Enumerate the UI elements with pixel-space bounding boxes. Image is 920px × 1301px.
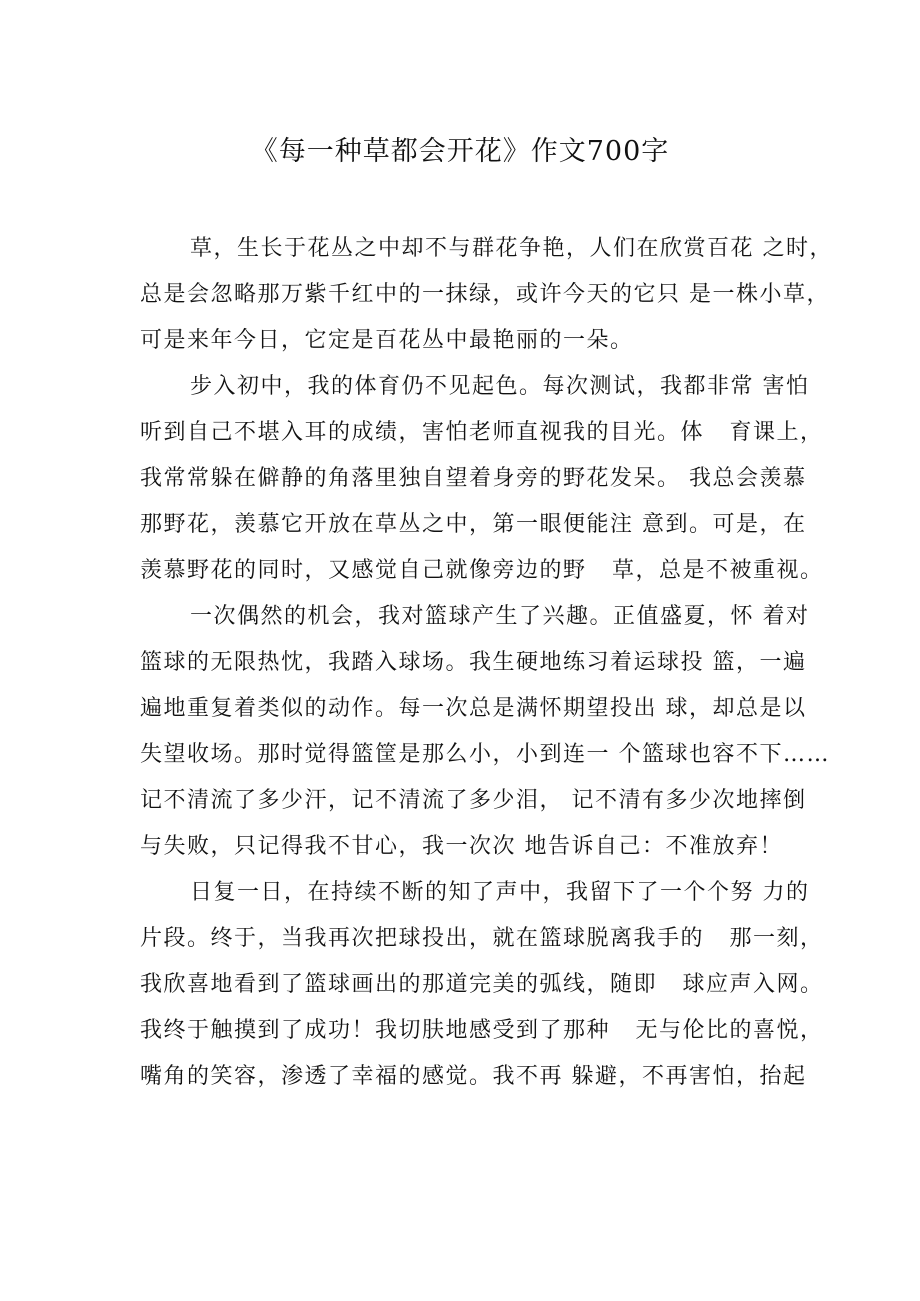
text-line: 嘴角的笑容，渗透了幸福的感觉。我不再 躲避，不再害怕，抬起 [140,1064,807,1089]
text-line: 片段。终于，当我再次把球投出，就在篮球脱离我手的 那一刻， [140,926,824,951]
text-line: 可是来年今日，它定是百花丛中最艳丽的一朵。 [140,328,634,353]
text-line: 与失败，只记得我不甘心，我一次次 地告诉自己：不准放弃！ [140,834,783,859]
text-line: 记不清流了多少汗，记不清流了多少泪， 记不清有多少次地摔倒 [140,788,807,813]
text-line: 遍地重复着类似的动作。每一次总是满怀期望投出 球，却总是以 [140,696,807,721]
text-line: 我常常躲在僻静的角落里独自望着身旁的野花发呆。 我总会羡慕 [140,466,807,491]
text-line: 我终于触摸到了成功！我切肤地感受到了那种 无与伦比的喜悦， [140,1018,824,1043]
text-line: 步入初中，我的体育仍不见起色。每次测试，我都非常 害怕 [190,374,810,399]
text-line: 草，生长于花丛之中却不与群花争艳，人们在欣赏百花 之时， [190,236,833,261]
document-title: 《每一种草都会开花》作文700字 [250,136,670,167]
text-line: 听到自己不堪入耳的成绩，害怕老师直视我的目光。体 育课上， [140,420,824,445]
text-line: 一次偶然的机会，我对篮球产生了兴趣。正值盛夏，怀 着对 [190,604,810,629]
text-line: 日复一日，在持续不断的知了声中，我留下了一个个努 力的 [190,880,810,905]
text-line: 那野花，羡慕它开放在草丛之中，第一眼便能注 意到。可是，在 [140,512,807,537]
text-line: 失望收场。那时觉得篮筐是那么小，小到连一 个篮球也容不下…… [140,742,830,767]
text-line: 总是会忽略那万紫千红中的一抹绿，或许今天的它只 是一株小草， [140,282,830,307]
text-line: 我欣喜地看到了篮球画出的那道完美的弧线，随即 球应声入网。 [140,972,824,997]
text-line: 篮球的无限热忱，我踏入球场。我生硬地练习着运球投 篮，一遍 [140,650,807,675]
text-line: 羡慕野花的同时，又感觉自己就像旁边的野 草，总是不被重视。 [140,558,824,583]
document-body [140,226,833,1100]
